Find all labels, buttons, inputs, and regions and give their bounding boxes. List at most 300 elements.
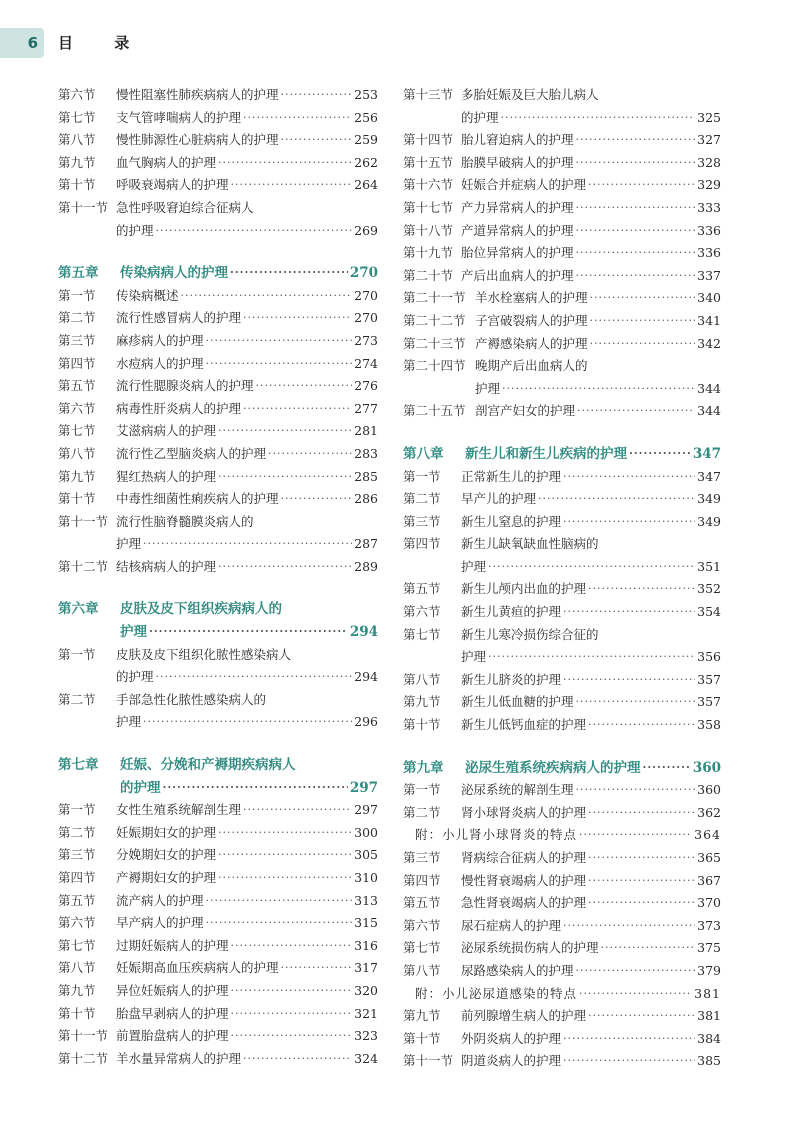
entry-page-number: 370 [697, 895, 721, 911]
section-entry[interactable] [403, 242, 721, 265]
section-entry[interactable] [403, 691, 721, 714]
entry-title: 胎儿窘迫病人的护理 [461, 132, 574, 148]
section-entry[interactable] [58, 1048, 378, 1071]
leader-dots [576, 960, 696, 983]
section-entry-continued[interactable] [58, 220, 378, 243]
entry-title: 尿石症病人的护理 [461, 917, 562, 933]
entry-number: 第九节 [403, 694, 441, 710]
leader-dots [576, 265, 696, 288]
entry-title: 剖宫产妇女的护理 [475, 403, 576, 419]
entry-number: 第一节 [58, 646, 96, 662]
section-entry[interactable] [58, 152, 378, 175]
leader-dots [563, 669, 695, 692]
section-entry[interactable] [58, 844, 378, 867]
toc-right-column [403, 84, 721, 1073]
chapter-entry[interactable] [58, 598, 378, 621]
section-entry[interactable] [403, 601, 721, 624]
entry-page-number: 337 [697, 267, 721, 283]
entry-page-number: 264 [354, 177, 378, 193]
section-entry[interactable] [403, 84, 721, 107]
entry-title: 皮肤及皮下组织化脓性感染病人 [116, 646, 292, 662]
section-entry[interactable] [403, 915, 721, 938]
entry-number: 第十一节 [403, 1053, 454, 1069]
entry-number: 第二节 [58, 691, 96, 707]
chapter-entry[interactable] [58, 262, 378, 285]
entry-title: 异位妊娠病人的护理 [116, 982, 229, 998]
section-entry[interactable] [58, 799, 378, 822]
section-entry[interactable] [58, 822, 378, 845]
leader-dots [231, 935, 353, 958]
section-entry[interactable] [403, 892, 721, 915]
entry-title: 肾小球肾炎病人的护理 [461, 804, 587, 820]
entry-title: 妊娠期妇女的护理 [116, 824, 217, 840]
leader-dots [590, 287, 696, 310]
entry-page-number: 324 [354, 1050, 378, 1066]
entry-number: 第四节 [403, 872, 441, 888]
entry-page-number: 344 [697, 380, 721, 396]
entry-title: 晚期产后出血病人的 [475, 358, 588, 374]
entry-page-number: 323 [354, 1028, 378, 1044]
section-entry[interactable] [403, 937, 721, 960]
section-entry[interactable] [403, 624, 721, 647]
entry-number: 第五节 [58, 892, 96, 908]
section-entry[interactable] [403, 310, 721, 333]
entry-number: 第十一节 [58, 513, 109, 529]
entry-number: 第三节 [403, 513, 441, 529]
leader-dots [281, 957, 353, 980]
entry-page-number: 285 [354, 468, 378, 484]
entry-page-number: 262 [354, 154, 378, 170]
leader-dots [563, 601, 695, 624]
entry-number: 第一节 [58, 287, 96, 303]
leader-dots [231, 1025, 353, 1048]
entry-page-number: 347 [692, 445, 721, 462]
entry-number: 第二节 [403, 804, 441, 820]
entry-page-number: 274 [354, 355, 378, 371]
leader-dots [281, 84, 353, 107]
leader-dots [243, 107, 352, 130]
entry-number: 第三节 [58, 332, 96, 348]
entry-number: 第八节 [58, 132, 96, 148]
entry-number: 第七节 [58, 937, 96, 953]
section-entry[interactable] [58, 420, 378, 443]
entry-title: 肾病综合征病人的护理 [461, 850, 587, 865]
section-entry-continued[interactable] [403, 556, 721, 579]
section-entry-continued[interactable] [58, 711, 378, 734]
leader-dots [563, 511, 695, 534]
leader-dots [588, 847, 695, 870]
entry-title: 急性呼吸窘迫综合征病人 [116, 199, 254, 215]
leader-dots [231, 174, 353, 197]
entry-number: 第七节 [58, 423, 96, 439]
entry-page-number: 329 [697, 177, 721, 193]
entry-number: 第九节 [58, 982, 96, 998]
section-entry[interactable] [58, 867, 378, 890]
indent [403, 556, 461, 579]
section-entry[interactable] [403, 265, 721, 288]
chapter-entry[interactable] [403, 757, 721, 780]
section-entry[interactable] [403, 714, 721, 737]
leader-dots [218, 844, 352, 867]
section-entry[interactable] [403, 488, 721, 511]
entry-title-continued: 的护理 [116, 669, 154, 685]
entry-page-number: 276 [354, 378, 378, 394]
leader-dots [231, 980, 353, 1003]
entry-page-number: 286 [354, 491, 378, 507]
entry-number: 第八节 [403, 962, 441, 978]
section-entry[interactable] [58, 307, 378, 330]
entry-title-continued: 护理 [116, 536, 142, 552]
entry-page-number: 281 [354, 423, 378, 439]
entry-title: 胎盘早剥病人的护理 [116, 1005, 229, 1021]
section-entry-continued[interactable] [58, 666, 378, 689]
section-entry[interactable] [58, 375, 378, 398]
indent [58, 533, 116, 556]
entry-title: 过期妊娠病人的护理 [116, 937, 229, 953]
leader-dots [256, 375, 353, 398]
section-entry[interactable] [403, 197, 721, 220]
entry-title: 妊娠、分娩和产褥期疾病病人 [120, 757, 296, 774]
entry-title: 羊水量异常病人的护理 [116, 1050, 242, 1066]
indent [403, 378, 475, 401]
entry-page-number: 327 [697, 132, 721, 148]
entry-title: 急性肾衰竭病人的护理 [461, 895, 587, 911]
section-entry[interactable] [58, 488, 378, 511]
leader-dots [576, 242, 696, 265]
section-entry-continued[interactable] [403, 378, 721, 401]
appendix-entry[interactable] [403, 824, 721, 847]
leader-dots [501, 107, 696, 130]
leader-dots [243, 1048, 352, 1071]
entry-title: 新生儿黄疸的护理 [461, 604, 562, 620]
entry-number: 第七章 [58, 757, 99, 774]
entry-title: 分娩期妇女的护理 [116, 847, 217, 863]
leader-dots [588, 1005, 695, 1028]
entry-number: 第一节 [403, 782, 441, 798]
chapter-entry[interactable] [403, 443, 721, 466]
leader-dots [563, 466, 695, 489]
section-entry[interactable] [58, 285, 378, 308]
entry-title: 妊娠合并症病人的护理 [461, 177, 587, 193]
entry-number: 第二十节 [403, 267, 454, 283]
entry-page-number: 287 [354, 536, 378, 552]
leader-dots [488, 646, 695, 669]
section-entry[interactable] [58, 912, 378, 935]
entry-title: 流行性乙型脑炎病人的护理 [116, 445, 267, 461]
leader-dots [268, 443, 352, 466]
entry-title: 尿路感染病人的护理 [461, 962, 574, 978]
section-entry[interactable] [58, 174, 378, 197]
section-entry-continued[interactable] [403, 646, 721, 669]
entry-number: 第十四节 [403, 132, 454, 148]
entry-number: 第十二节 [58, 1050, 109, 1066]
leader-dots [590, 333, 696, 356]
section-entry-continued[interactable] [403, 107, 721, 130]
leader-dots [588, 892, 695, 915]
leader-dots [563, 1050, 695, 1073]
section-entry[interactable] [58, 398, 378, 421]
entry-number: 第十节 [58, 177, 96, 193]
entry-title-continued: 护理 [461, 649, 487, 665]
entry-page-number: 351 [697, 558, 721, 574]
section-entry[interactable] [58, 443, 378, 466]
entry-number: 第五节 [403, 895, 441, 911]
entry-title: 早产病人的护理 [116, 915, 204, 931]
section-entry[interactable] [403, 870, 721, 893]
section-entry[interactable] [403, 960, 721, 983]
entry-page-number: 344 [697, 403, 721, 419]
entry-page-number: 357 [697, 694, 721, 710]
spacer [58, 242, 378, 262]
entry-title: 新生儿缺氧缺血性脑病的 [461, 536, 599, 552]
entry-title: 附：小儿泌尿道感染的特点 [415, 985, 578, 1001]
entry-title: 血气胸病人的护理 [116, 154, 217, 170]
leader-dots [576, 779, 696, 802]
section-entry[interactable] [58, 353, 378, 376]
entry-title: 艾滋病病人的护理 [116, 423, 217, 439]
section-entry[interactable] [403, 287, 721, 310]
entry-number: 第一节 [403, 468, 441, 484]
section-entry[interactable] [58, 957, 378, 980]
entry-title: 慢性肾衰竭病人的护理 [461, 872, 587, 888]
entry-title: 慢性肺源性心脏病病人的护理 [116, 132, 279, 148]
leader-dots [601, 937, 696, 960]
entry-page-number: 347 [697, 468, 721, 484]
entry-number: 第十节 [58, 1005, 96, 1021]
entry-number: 第九节 [58, 154, 96, 170]
leader-dots [590, 310, 696, 333]
section-entry[interactable] [58, 511, 378, 534]
section-entry[interactable] [58, 1003, 378, 1026]
leader-dots [538, 488, 695, 511]
entry-page-number: 325 [697, 109, 721, 125]
entry-title: 子宫破裂病人的护理 [475, 312, 588, 328]
entry-number: 第十节 [403, 717, 441, 733]
entry-page-number: 273 [354, 332, 378, 348]
entry-title-continued: 护理 [120, 624, 147, 641]
section-entry[interactable] [403, 400, 721, 423]
entry-title-continued: 护理 [475, 380, 501, 396]
entry-page-number: 365 [697, 850, 721, 865]
section-entry[interactable] [403, 802, 721, 825]
section-entry[interactable] [58, 556, 378, 579]
entry-page-number: 336 [697, 245, 721, 261]
section-entry[interactable] [403, 533, 721, 556]
entry-number: 第五节 [58, 378, 96, 394]
entry-title: 阴道炎病人的护理 [461, 1053, 562, 1069]
entry-title: 病毒性肝炎病人的护理 [116, 400, 242, 416]
indent [58, 777, 120, 800]
leader-dots [206, 330, 353, 353]
section-entry[interactable] [58, 644, 378, 667]
section-entry[interactable] [58, 197, 378, 220]
entry-title: 结核病病人的护理 [116, 558, 217, 574]
entry-page-number: 336 [697, 222, 721, 238]
section-entry[interactable] [403, 1028, 721, 1051]
appendix-entry[interactable] [403, 983, 721, 1006]
leader-dots [577, 400, 695, 423]
leader-dots [588, 714, 695, 737]
section-entry[interactable] [403, 152, 721, 175]
entry-page-number: 270 [354, 287, 378, 303]
entry-number: 第十三节 [403, 87, 454, 102]
entry-title: 皮肤及皮下组织疾病病人的 [120, 601, 282, 618]
entry-number: 第十节 [403, 1030, 441, 1046]
leader-dots [218, 466, 352, 489]
section-entry[interactable] [58, 935, 378, 958]
toc-left-column [58, 84, 378, 1070]
entry-page-number: 358 [697, 717, 721, 733]
chapter-entry[interactable] [58, 754, 378, 777]
entry-title: 水痘病人的护理 [116, 355, 204, 371]
section-entry[interactable] [403, 355, 721, 378]
entry-number: 第六节 [58, 87, 96, 102]
entry-page-number: 333 [697, 199, 721, 215]
entry-number: 第六节 [58, 915, 96, 931]
leader-dots [588, 870, 695, 893]
entry-number: 第四节 [403, 536, 441, 552]
chapter-entry-continued[interactable] [58, 777, 378, 800]
entry-title: 附：小儿肾小球肾炎的特点 [415, 827, 578, 843]
entry-title: 多胎妊娠及巨大胎儿病人 [461, 87, 599, 102]
entry-title: 新生儿和新生儿疾病的护理 [465, 445, 627, 462]
entry-page-number: 297 [349, 779, 378, 796]
entry-title: 流行性腮腺炎病人的护理 [116, 378, 254, 394]
entry-title: 产后出血病人的护理 [461, 267, 574, 283]
section-entry[interactable] [403, 847, 721, 870]
entry-number: 第七节 [403, 626, 441, 642]
section-entry[interactable] [403, 220, 721, 243]
entry-page-number: 362 [697, 804, 721, 820]
section-entry[interactable] [58, 330, 378, 353]
entry-number: 第二十三节 [403, 335, 466, 351]
entry-number: 第二十四节 [403, 358, 466, 374]
entry-page-number: 340 [697, 290, 721, 306]
entry-number: 第二节 [58, 824, 96, 840]
entry-title: 流产病人的护理 [116, 892, 204, 908]
entry-number: 第九节 [58, 468, 96, 484]
entry-page-number: 384 [697, 1030, 721, 1046]
section-entry[interactable] [403, 578, 721, 601]
entry-number: 第五章 [58, 265, 99, 282]
entry-page-number: 270 [354, 310, 378, 326]
leader-dots [576, 129, 696, 152]
entry-number: 第六节 [403, 604, 441, 620]
section-entry[interactable] [403, 174, 721, 197]
entry-page-number: 367 [697, 872, 721, 888]
entry-page-number: 294 [349, 624, 378, 641]
leader-dots [643, 757, 691, 780]
entry-number: 第七节 [403, 940, 441, 956]
entry-title: 流行性感冒病人的护理 [116, 310, 242, 326]
section-entry[interactable] [58, 1025, 378, 1048]
entry-number: 第八节 [58, 960, 96, 976]
section-entry[interactable] [403, 129, 721, 152]
entry-page-number: 373 [697, 917, 721, 933]
entry-page-number: 364 [694, 827, 721, 843]
section-entry[interactable] [58, 980, 378, 1003]
section-entry[interactable] [58, 129, 378, 152]
entry-title: 支气管哮喘病人的护理 [116, 109, 242, 125]
section-entry[interactable] [58, 890, 378, 913]
entry-number: 第二十二节 [403, 312, 466, 328]
entry-number: 第二十五节 [403, 403, 466, 419]
spacer [403, 423, 721, 443]
entry-page-number: 315 [354, 915, 378, 931]
leader-dots [149, 621, 348, 644]
leader-dots [218, 822, 352, 845]
spacer [58, 578, 378, 598]
entry-page-number: 352 [697, 581, 721, 597]
entry-title-continued: 的护理 [461, 109, 499, 125]
indent [58, 220, 116, 243]
leader-dots [231, 1003, 353, 1026]
entry-number: 第四节 [58, 870, 96, 885]
entry-page-number: 360 [697, 782, 721, 798]
entry-number: 第十一节 [58, 1028, 109, 1044]
section-entry[interactable] [58, 466, 378, 489]
entry-title: 产褥期妇女的护理 [116, 870, 217, 885]
entry-page-number: 305 [354, 847, 378, 863]
entry-title: 新生儿脐炎的护理 [461, 671, 562, 687]
entry-title: 前列腺增生病人的护理 [461, 1008, 587, 1024]
section-entry[interactable] [58, 689, 378, 712]
entry-title: 慢性阻塞性肺疾病病人的护理 [116, 87, 279, 102]
entry-page-number: 320 [354, 982, 378, 998]
indent [58, 666, 116, 689]
section-entry[interactable] [403, 669, 721, 692]
indent [403, 646, 461, 669]
section-entry[interactable] [403, 333, 721, 356]
section-entry[interactable] [403, 466, 721, 489]
entry-page-number: 385 [697, 1053, 721, 1069]
section-entry-continued[interactable] [58, 533, 378, 556]
entry-number: 第八节 [58, 445, 96, 461]
leader-dots [576, 220, 696, 243]
entry-title: 新生儿颅内出血的护理 [461, 581, 587, 597]
entry-page-number: 342 [697, 335, 721, 351]
section-entry[interactable] [403, 779, 721, 802]
entry-number: 第十二节 [58, 558, 109, 574]
entry-page-number: 289 [354, 558, 378, 574]
entry-page-number: 256 [354, 109, 378, 125]
leader-dots [218, 556, 352, 579]
leader-dots [576, 152, 696, 175]
chapter-entry-continued[interactable] [58, 621, 378, 644]
indent [58, 621, 120, 644]
section-entry[interactable] [403, 511, 721, 534]
entry-number: 第二十一节 [403, 290, 466, 306]
entry-title: 中毒性细菌性痢疾病人的护理 [116, 491, 279, 507]
entry-number: 第三节 [58, 847, 96, 863]
page-header [0, 28, 800, 58]
entry-title: 传染病概述 [116, 287, 179, 303]
entry-number: 第一节 [58, 802, 96, 818]
entry-title: 泌尿生殖系统疾病病人的护理 [465, 759, 641, 776]
entry-number: 第二节 [58, 310, 96, 326]
section-entry[interactable] [403, 1050, 721, 1073]
entry-page-number: 354 [697, 604, 721, 620]
entry-title-continued: 的护理 [120, 779, 161, 796]
leader-dots [206, 353, 353, 376]
section-entry[interactable] [58, 107, 378, 130]
section-entry[interactable] [403, 1005, 721, 1028]
section-entry[interactable] [58, 84, 378, 107]
entry-title: 新生儿低血糖的护理 [461, 694, 574, 710]
leader-dots [281, 129, 353, 152]
entry-number: 第六节 [58, 400, 96, 416]
entry-page-number: 349 [697, 491, 721, 507]
